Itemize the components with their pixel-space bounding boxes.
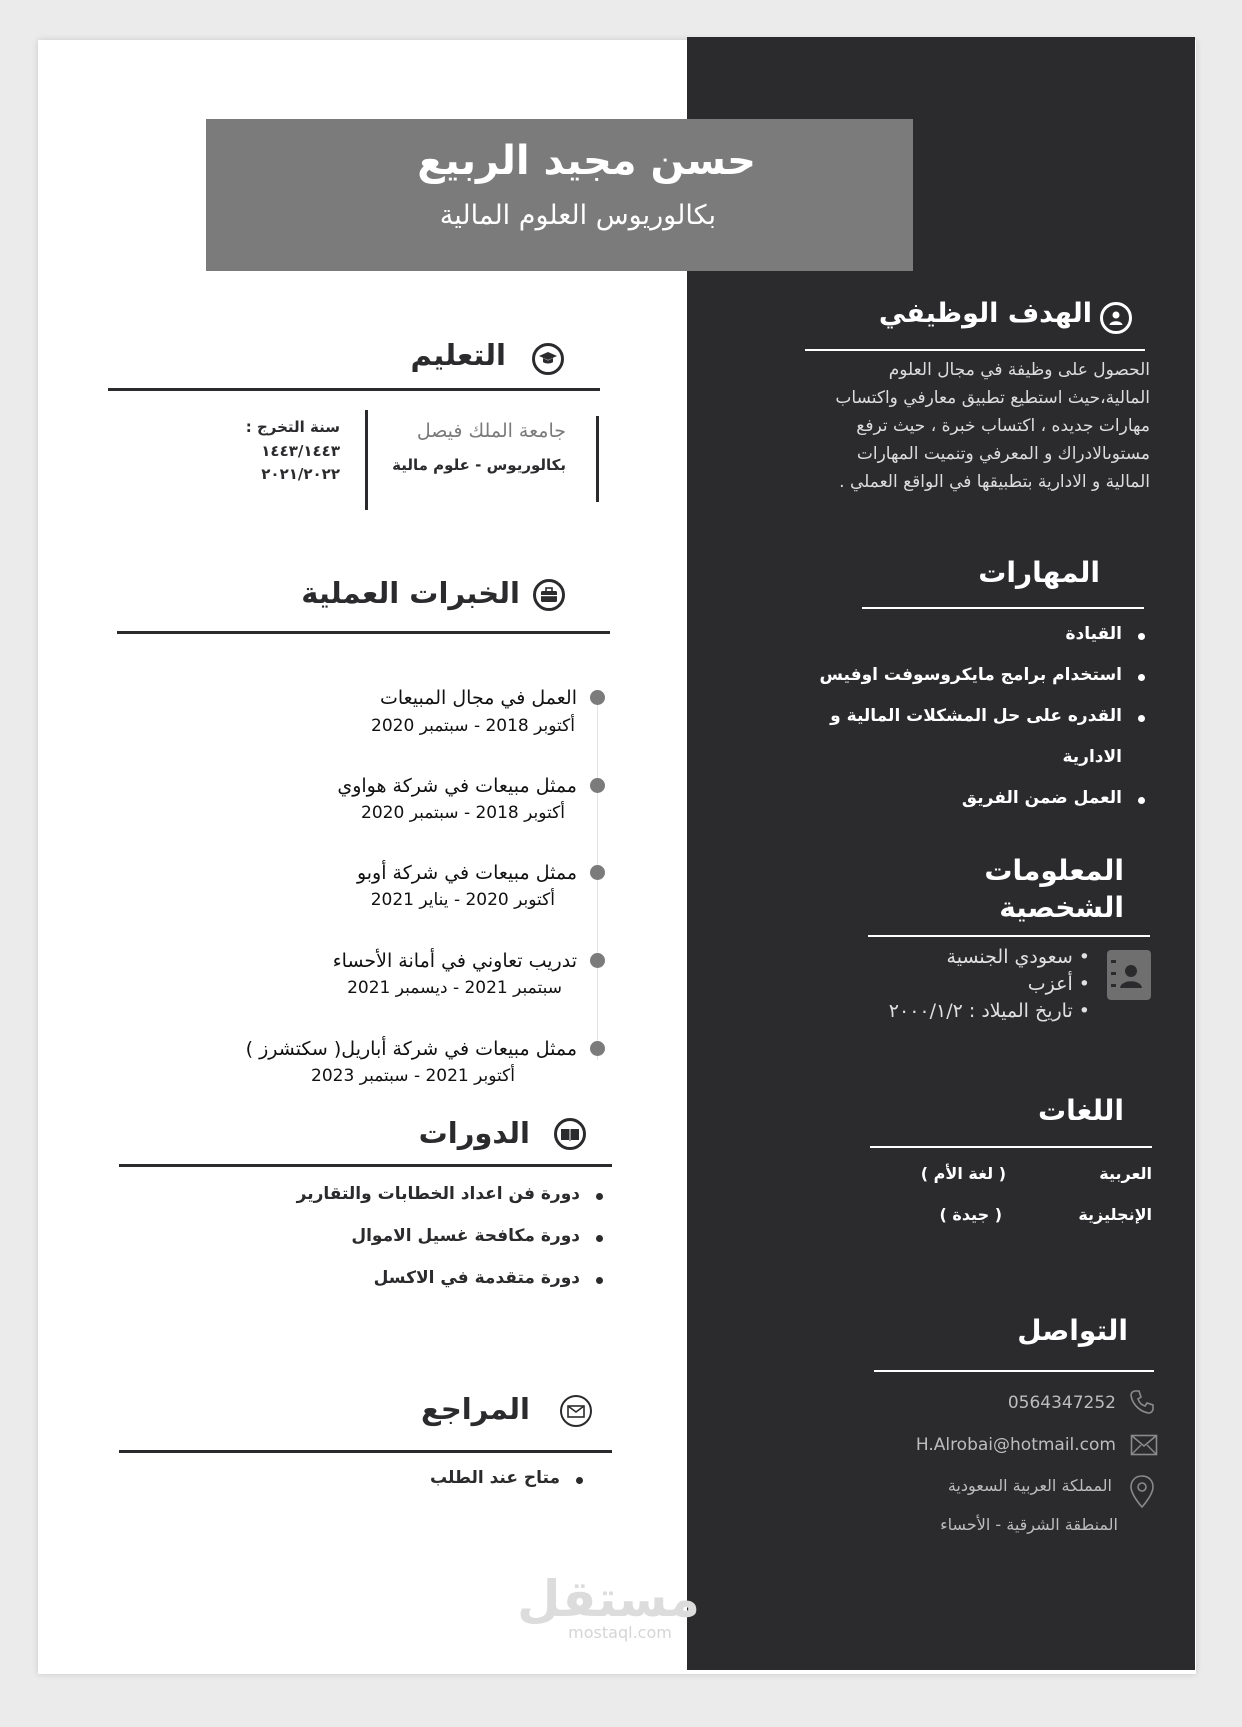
timeline-dot	[590, 953, 605, 968]
book-icon	[554, 1118, 586, 1150]
phone-text[interactable]: 0564347252	[1007, 1393, 1116, 1413]
skill-item-continued: الادارية	[1062, 747, 1122, 767]
timeline-line	[597, 700, 598, 1060]
bullet-dot	[596, 1193, 603, 1200]
graduation-cap-icon	[532, 343, 564, 375]
graduation-hijri: ١٤٤٣/١٤٤٣	[261, 442, 340, 460]
language-name: العربية	[1099, 1164, 1152, 1183]
user-icon	[1100, 302, 1132, 334]
phone-icon	[1128, 1388, 1156, 1420]
experience-item-date: أكتوبر 2018 - سبتمبر 2020	[361, 803, 565, 823]
language-level: ( جيدة )	[939, 1205, 1002, 1224]
experience-item-date: سبتمبر 2021 - ديسمبر 2021	[347, 978, 562, 998]
skills-title: المهارات	[978, 556, 1100, 589]
objective-text: الحصول على وظيفة في مجال العلوم المالية،حيث استطيع تطبيق معارفي واكتساب مهارات جديده ، اكتساب خبرة ، حيث ترفع مستوىالادراك و المعرفي وتنميت المهارات المالية و الادارية بتطبيقها في الواقع العملي .	[835, 360, 1150, 492]
course-item: دورة فن اعداد الخطابات والتقارير	[296, 1184, 580, 1204]
experience-item-title: ممثل مبيعات في شركة هواوي	[337, 775, 577, 797]
location-pin-icon	[1128, 1474, 1156, 1514]
experience-item-title: ممثل مبيعات في شركة أباريل( سكتشرز )	[245, 1038, 577, 1060]
experience-item-title: تدريب تعاوني في أمانة الأحساء	[332, 950, 577, 972]
courses-title: الدورات	[418, 1116, 530, 1150]
watermark-logo: مستقل	[517, 1570, 700, 1628]
graduation-gregorian: ٢٠٢١/٢٠٢٢	[261, 465, 340, 483]
bullet-dot	[1138, 674, 1145, 681]
bullet-dot	[1138, 715, 1145, 722]
education-divider	[365, 410, 368, 510]
languages-rule	[870, 1146, 1152, 1148]
skill-item: العمل ضمن الفريق	[961, 788, 1122, 808]
experience-item-title: العمل في مجال المبيعات	[379, 687, 577, 709]
timeline-dot	[590, 690, 605, 705]
experience-item-date: أكتوبر 2018 - سبتمبر 2020	[371, 716, 575, 736]
course-item: دورة مكافحة غسيل الاموال	[351, 1226, 580, 1246]
courses-rule	[119, 1164, 612, 1167]
experience-item-date: أكتوبر 2020 - يناير 2021	[370, 890, 555, 910]
references-title: المراجع	[421, 1392, 530, 1426]
timeline-dot	[590, 1041, 605, 1056]
contact-title: التواصل	[1017, 1314, 1128, 1347]
region-text: المنطقة الشرقية - الأحساء	[940, 1515, 1118, 1534]
bullet-dot	[576, 1477, 583, 1484]
watermark-domain: mostaql.com	[568, 1623, 672, 1642]
education-title: التعليم	[410, 338, 506, 372]
bullet-dot	[596, 1235, 603, 1242]
skills-rule	[862, 607, 1144, 609]
envelope-icon	[560, 1395, 592, 1427]
experience-rule	[117, 631, 610, 634]
references-rule	[119, 1450, 612, 1453]
bullet-dot	[1138, 633, 1145, 640]
language-level: ( لغة الأم )	[920, 1164, 1006, 1183]
personal-rule	[868, 935, 1150, 937]
personal-title: المعلومات الشخصية	[984, 854, 1124, 924]
experience-item-title: ممثل مبيعات في شركة أوبو	[356, 862, 577, 884]
course-item: دورة متقدمة في الاكسل	[373, 1268, 580, 1288]
contact-rule	[874, 1370, 1154, 1372]
timeline-dot	[590, 865, 605, 880]
education-rule	[108, 388, 600, 391]
objective-title: الهدف الوظيفي	[878, 298, 1092, 329]
timeline-dot	[590, 778, 605, 793]
program-name: بكالوريوس - علوم مالية	[392, 456, 566, 474]
objective-rule	[805, 349, 1145, 351]
briefcase-icon	[533, 579, 565, 611]
personal-info-list: • سعودي الجنسية • أعزب • تاريخ الميلاد : ٢٠٠٠/١/٢	[888, 946, 1090, 1022]
bullet-dot	[596, 1277, 603, 1284]
candidate-name: حسن مجيد الربيع	[417, 138, 756, 184]
contact-card-icon	[1107, 950, 1151, 1000]
skill-item: القيادة	[1065, 624, 1122, 644]
experience-item-date: أكتوبر 2021 - سبتمبر 2023	[311, 1066, 515, 1086]
bullet-dot	[1138, 797, 1145, 804]
skill-item: القدره على حل المشكلات المالية و	[830, 706, 1122, 726]
experience-title: الخبرات العملية	[301, 576, 520, 610]
language-name: الإنجليزية	[1078, 1205, 1152, 1224]
country-text: المملكة العربية السعودية	[947, 1476, 1112, 1495]
education-divider	[596, 416, 599, 502]
languages-title: اللغات	[1038, 1094, 1124, 1127]
graduation-label: سنة التخرج :	[245, 418, 340, 436]
email-text[interactable]: H.Alrobai@hotmail.com	[915, 1435, 1116, 1455]
university-name: جامعة الملك فيصل	[416, 420, 566, 442]
candidate-degree: بكالوريوس العلوم المالية	[439, 200, 716, 231]
envelope-icon	[1130, 1434, 1158, 1460]
reference-item: متاح عند الطلب	[429, 1468, 560, 1488]
skill-item: استخدام برامج مايكروسوفت اوفيس	[819, 665, 1122, 685]
